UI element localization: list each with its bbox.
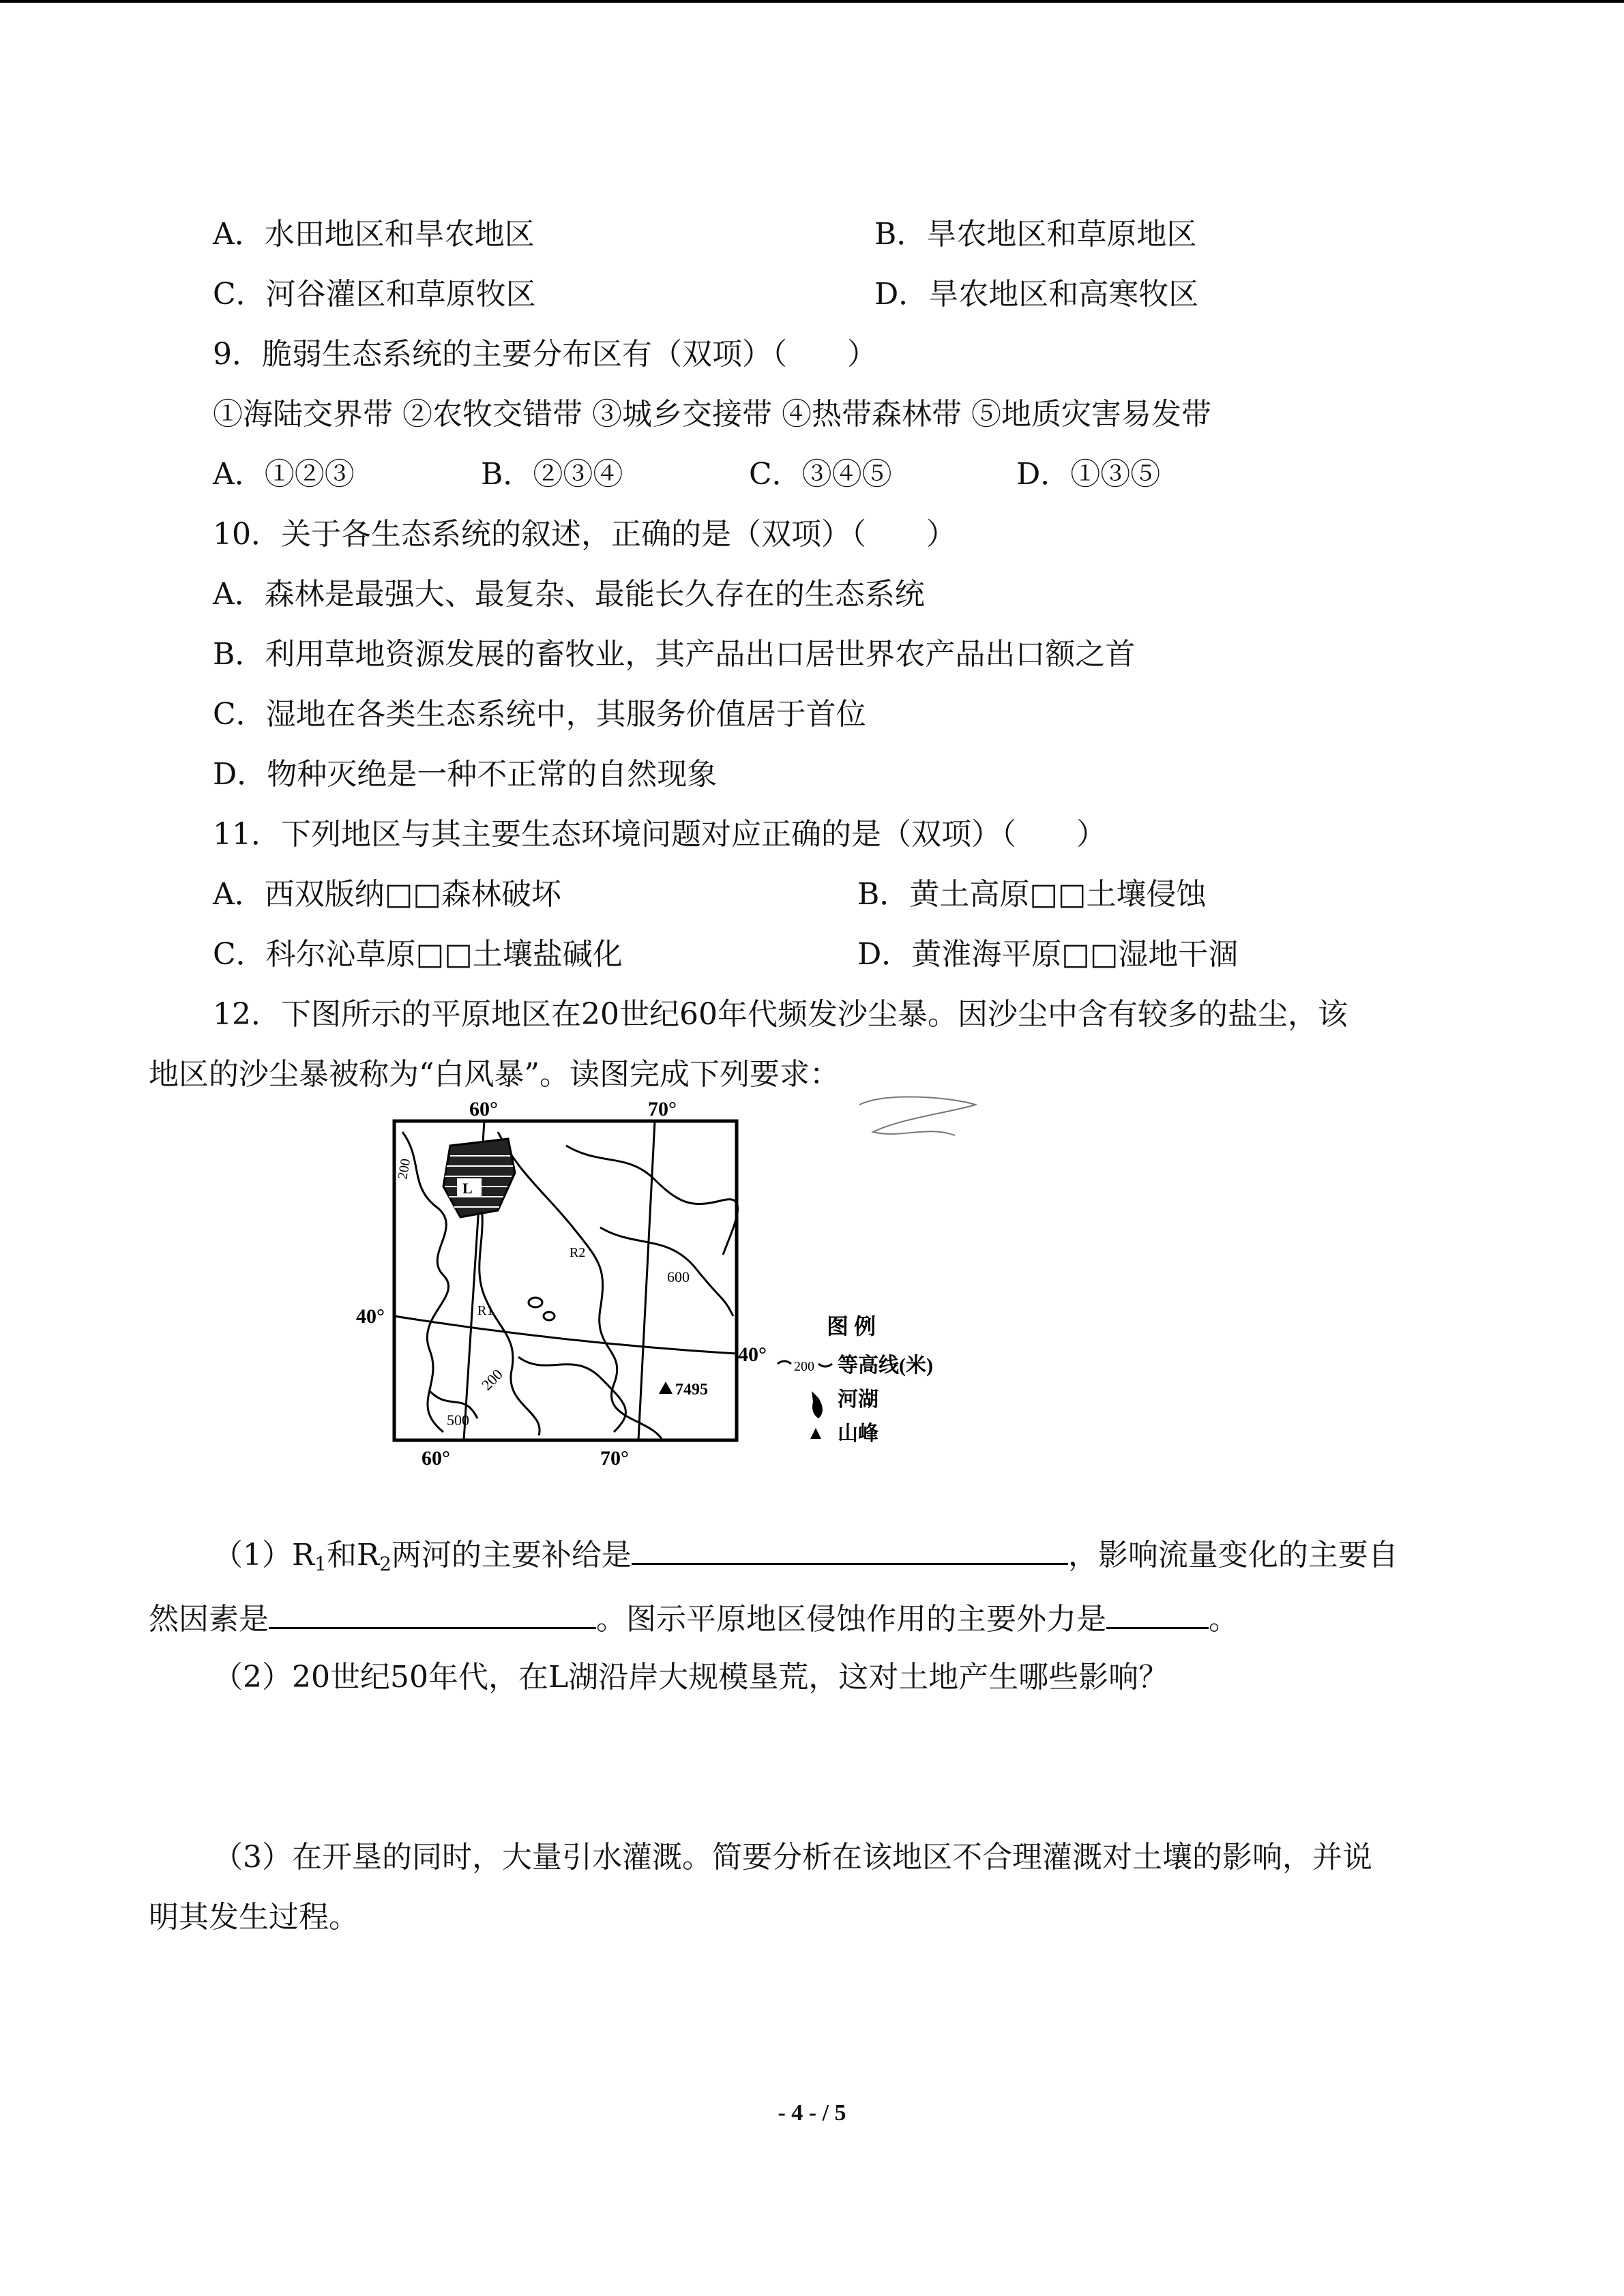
q11-option-c: C．科尔沁草原□□土壤盐碱化 — [213, 937, 623, 972]
answer-blank-1[interactable] — [632, 1533, 1068, 1565]
lat-40-left: 40° — [356, 1305, 385, 1328]
q10-option-b: B．利用草地资源发展的畜牧业，其产品出口居世界农产品出口额之首 — [213, 637, 1136, 672]
q12-part1-factor: ，影响流量变化的主要自 — [1067, 1538, 1398, 1572]
legend-contour-line-right — [818, 1364, 832, 1367]
contour-label-200-b: 200 — [477, 1365, 506, 1394]
lake-label: L — [462, 1180, 473, 1197]
legend-peak-text: 山峰 — [838, 1422, 879, 1445]
q9-option-b: B．②③④ — [481, 457, 623, 492]
lon-70-bottom: 70° — [600, 1447, 629, 1470]
q8-option-b: B．旱农地区和草原地区 — [874, 217, 1197, 252]
q11-option-b: B．黄土高原□□土壤侵蚀 — [857, 877, 1207, 912]
q12-stem-line2: 地区的沙尘暴被称为“白风暴”。读图完成下列要求： — [149, 1057, 840, 1092]
q8-option-a: A．水田地区和旱农地区 — [213, 217, 535, 252]
q11-option-a: A．西双版纳□□森林破坏 — [213, 877, 561, 912]
lon-60-top: 60° — [469, 1098, 498, 1120]
q11-stem: 11．下列地区与其主要生态环境问题对应正确的是（双项）（ ） — [213, 817, 1106, 852]
q9-stem: 9．脆弱生态系统的主要分布区有（双项）（ ） — [213, 337, 877, 372]
lon-70-top: 70° — [648, 1098, 677, 1120]
legend-peak-icon — [810, 1428, 821, 1439]
q12-part1-sub1: 1 — [314, 1553, 327, 1575]
parallel-40 — [394, 1316, 737, 1354]
q12-part3-line2: 明其发生过程。 — [149, 1900, 359, 1935]
q12-part1-line1 — [213, 1533, 1398, 1576]
q12-part2: （2）20世纪50年代，在L湖沿岸大规模垦荒，这对土地产生哪些影响？ — [213, 1660, 1169, 1695]
legend-contour-value: 200 — [794, 1359, 814, 1374]
q10-stem: 10．关于各生态系统的叙述，正确的是（双项）（ ） — [213, 517, 956, 552]
q12-stem-line1: 12．下图所示的平原地区在20世纪60年代频发沙尘暴。因沙尘中含有较多的盐尘，该 — [213, 997, 1348, 1032]
river-label-r1: R1 — [477, 1303, 494, 1318]
q9-option-a: A．①②③ — [213, 457, 355, 492]
page-number: - 4 - / 5 — [778, 2100, 846, 2126]
q12-part1-natural: 然因素是 — [149, 1602, 269, 1637]
island — [529, 1298, 542, 1307]
q12-part1-r: （1）R — [213, 1538, 315, 1572]
contour-label-500: 500 — [447, 1412, 469, 1429]
q12-part3-line1: （3）在开垦的同时，大量引水灌溉。简要分析在该地区不合理灌溉对土壤的影响，并说 — [213, 1840, 1372, 1875]
q10-option-c: C．湿地在各类生态系统中，其服务价值居于首位 — [213, 697, 866, 732]
q10-option-d: D．物种灭绝是一种不正常的自然现象 — [213, 757, 718, 792]
legend-contour-text: 等高线(米) — [838, 1354, 933, 1377]
q12-part1-sub2: 2 — [379, 1553, 392, 1575]
lat-40-right: 40° — [738, 1343, 767, 1366]
contour-line-3 — [518, 1357, 625, 1432]
q11-option-d: D．黄淮海平原□□湿地干涸 — [857, 937, 1239, 972]
top-border — [0, 0, 1624, 3]
island — [544, 1312, 555, 1320]
q9-items: ①海陆交界带 ②农牧交错带 ③城乡交接带 ④热带森林带 ⑤地质灾害易发带 — [213, 397, 1211, 432]
legend-title: 图 例 — [827, 1314, 876, 1339]
contour-label-200-a: 200 — [395, 1157, 414, 1180]
river-r2 — [498, 1132, 662, 1439]
legend-river-text: 河湖 — [838, 1388, 879, 1411]
q12-part1-supply: 两河的主要补给是 — [391, 1538, 632, 1572]
q9-option-c: C．③④⑤ — [749, 457, 892, 492]
q12-part1-erosion: 。图示平原地区侵蚀作用的主要外力是 — [596, 1602, 1106, 1637]
q9-option-d: D．①③⑤ — [1016, 457, 1161, 492]
q10-option-a: A．森林是最强大、最复杂、最能长久存在的生态系统 — [213, 577, 925, 612]
q12-part1-and-r: 和R — [326, 1538, 380, 1572]
q8-option-c: C．河谷灌区和草原牧区 — [213, 277, 536, 312]
lake-l — [443, 1139, 515, 1217]
peak-triangle — [659, 1382, 673, 1394]
legend-contour-line-left — [778, 1361, 791, 1364]
q12-part1-line2 — [149, 1597, 1239, 1640]
plain-region-map — [341, 1091, 1023, 1473]
lon-60-bottom: 60° — [422, 1447, 450, 1470]
peak-label: 7495 — [675, 1381, 708, 1399]
q12-part1-end: 。 — [1209, 1602, 1239, 1637]
q8-option-d: D．旱农地区和高寒牧区 — [874, 277, 1199, 312]
legend-river-icon — [812, 1391, 823, 1418]
contour-label-600: 600 — [667, 1268, 690, 1285]
scribble-mark — [859, 1097, 975, 1135]
answer-blank-3[interactable] — [1106, 1597, 1209, 1629]
river-label-r2: R2 — [570, 1245, 586, 1260]
answer-blank-2[interactable] — [269, 1597, 596, 1629]
